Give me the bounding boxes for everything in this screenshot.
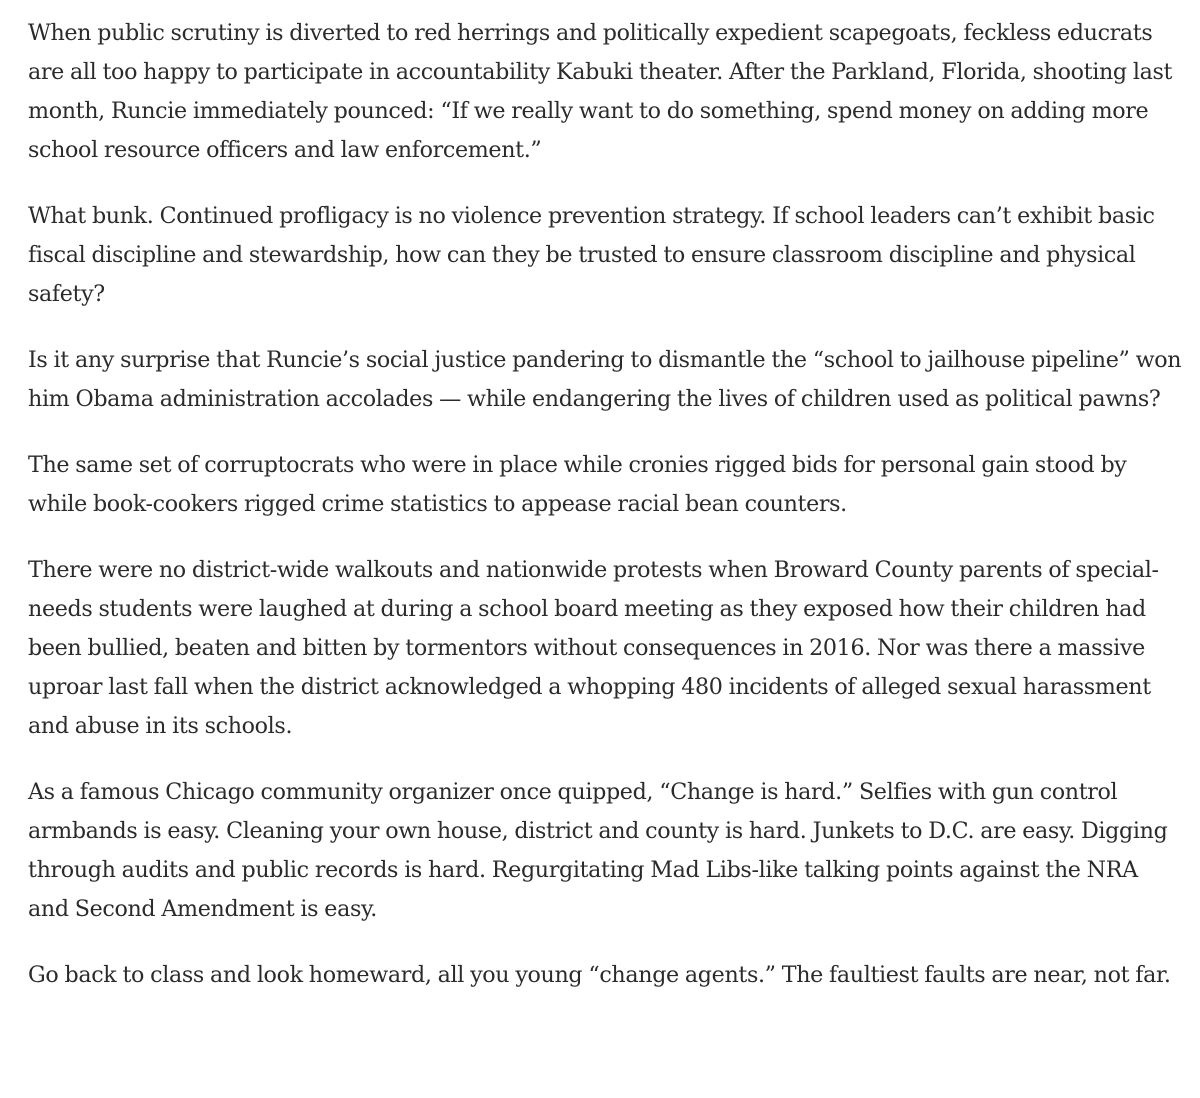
paragraph-4: The same set of corruptocrats who were in place while cronies rigged bids for personal gain stood by while book-cookers rigged crime statistics to appease racial bean counters. bbox=[28, 452, 1127, 517]
paragraph-1: When public scrutiny is diverted to red herrings and politically expedient scapegoats, feckless educrats are all too happy to participate in accountability Kabuki theater. After the Parkland, Florida, shooting last month, Runcie immediately pounced: “If we really want to do something, spend money on adding more school resource officers and law enforcement.” bbox=[28, 20, 1173, 163]
paragraph-6: As a famous Chicago community organizer once quipped, “Change is hard.” Selfies with gun control armbands is easy. Cleaning your own house, district and county is hard. Junkets to D.C. are easy. Digging through audits and public records is hard. Regurgitating Mad Libs-like talking points against the NRA and Second Amendment is easy. bbox=[28, 779, 1168, 922]
paragraph-2: What bunk. Continued profligacy is no violence prevention strategy. If school leaders can’t exhibit basic fiscal discipline and stewardship, how can they be trusted to ensure classroom discipline and physical safety? bbox=[28, 203, 1155, 307]
paragraph-5: There were no district-wide walkouts and nationwide protests when Broward County parents of special-needs students were laughed at during a school board meeting as they exposed how their children had been bullied, beaten and bitten by tormentors without consequences in 2016. Nor was there a massive uproar last fall when the district acknowledged a whopping 480 incidents of alleged sexual harassment and abuse in its schools. bbox=[28, 557, 1159, 739]
paragraph-3: Is it any surprise that Runcie’s social justice pandering to dismantle the “school to jailhouse pipeline” won him Obama administration accolades — while endangering the lives of children used as political pawns? bbox=[28, 347, 1182, 412]
paragraph-7: Go back to class and look homeward, all you young “change agents.” The faultiest faults are near, not far. bbox=[28, 962, 1171, 988]
